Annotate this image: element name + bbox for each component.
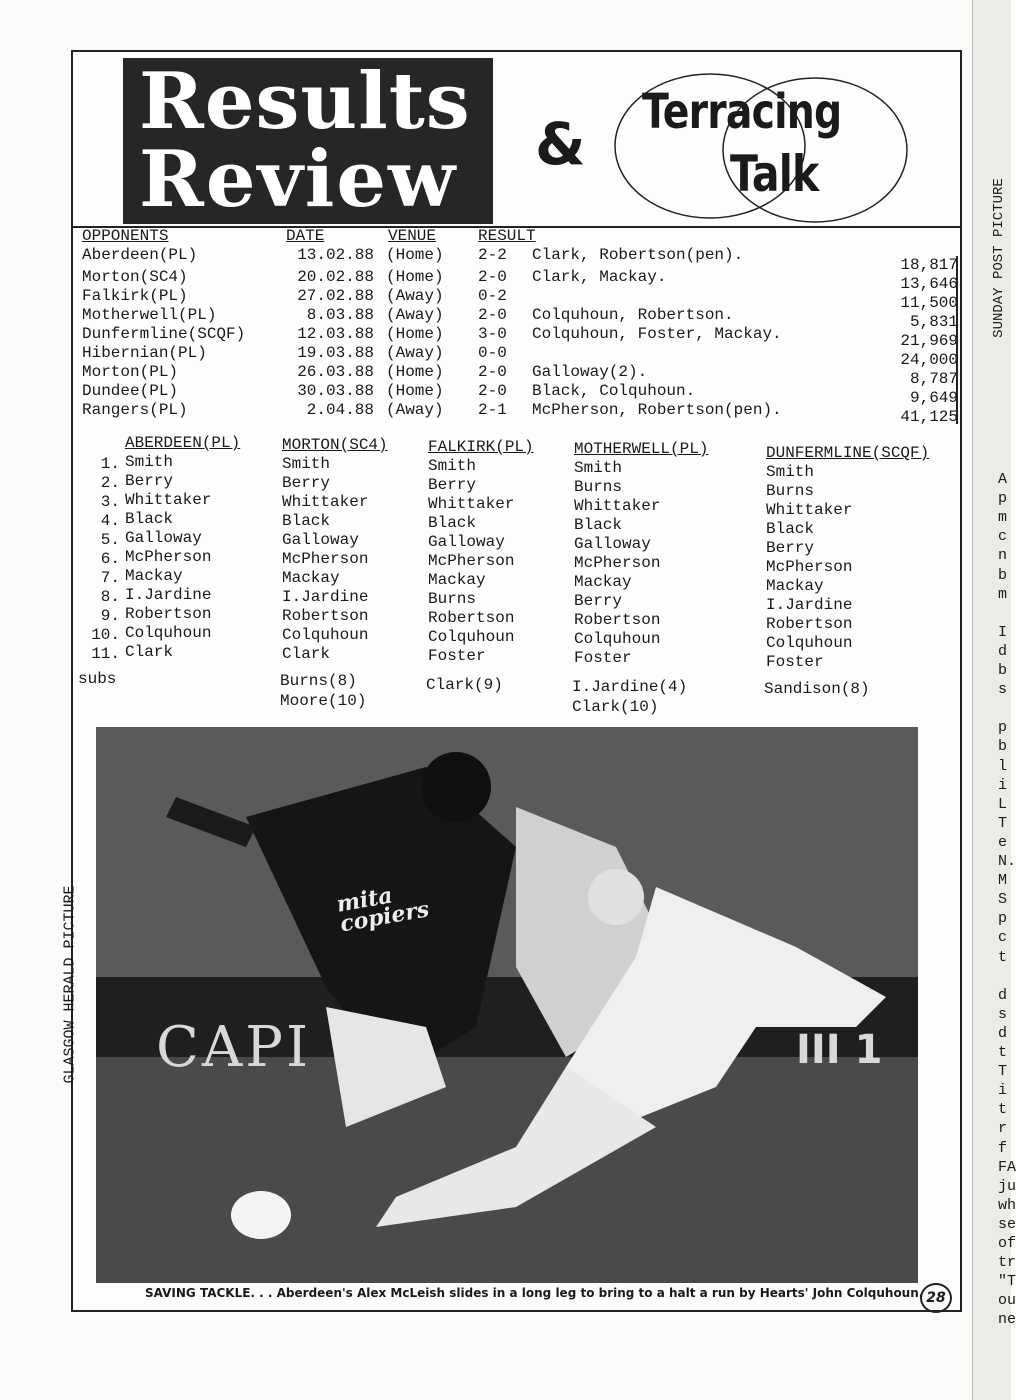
player-name: Whittaker — [574, 497, 661, 515]
next-page-fragment: b — [998, 566, 1008, 584]
talk-text: Talk — [730, 145, 819, 203]
next-page-fragment: e — [998, 833, 1008, 851]
shirt-number: 4. — [100, 512, 120, 530]
player-name: I.Jardine — [125, 586, 212, 604]
photo-stand-sign-2: III 1 — [796, 1027, 883, 1073]
substitutes — [426, 675, 503, 695]
header-date: DATE — [286, 227, 325, 245]
title-line-2: Review — [139, 134, 458, 225]
player-name: Galloway — [428, 533, 505, 551]
attendance: 5,831 — [909, 313, 958, 331]
lineup-column — [282, 436, 388, 664]
player-name: I.Jardine — [766, 596, 853, 614]
player-name: Burns — [428, 590, 477, 608]
player-name: McPherson — [282, 550, 369, 568]
venue: (Home) — [386, 246, 444, 264]
player-name: Black — [428, 514, 477, 532]
player-name: Whittaker — [428, 495, 515, 513]
title-line-1: Results — [139, 56, 471, 147]
next-page-fragment: T — [998, 814, 1008, 832]
player-name: Black — [125, 510, 174, 528]
page-number: 28 — [920, 1283, 952, 1313]
attendance: 24,000 — [900, 351, 958, 369]
photo-stand-sign: CAPI — [156, 1015, 312, 1080]
scorers: Clark, Mackay. — [532, 268, 667, 286]
ampersand: & — [535, 110, 586, 178]
player-name: Smith — [574, 459, 623, 477]
match-date: 13.02.88 — [297, 246, 374, 264]
player-name: Galloway — [574, 535, 651, 553]
next-page-fragment: i — [998, 776, 1008, 794]
venue: (Home) — [386, 382, 444, 400]
lineup-header: MORTON(SC4) — [282, 436, 388, 454]
next-page-fragment: t — [998, 948, 1008, 966]
score: 2-0 — [478, 268, 507, 286]
shirt-numbers — [80, 455, 120, 664]
player-name: Smith — [125, 453, 174, 471]
next-page-fragment: b — [998, 738, 1008, 756]
next-page-fragment: p — [998, 910, 1008, 928]
next-page-fragment: ou — [998, 1292, 1016, 1310]
substitute-name: I.Jardine(4) — [572, 678, 688, 696]
lineup-header: MOTHERWELL(PL) — [574, 440, 709, 458]
lineup-column — [428, 438, 534, 666]
next-page-fragment: s — [998, 1005, 1008, 1023]
venue: (Away) — [386, 287, 444, 305]
header-opponents: OPPONENTS — [82, 227, 169, 245]
substitutes — [280, 671, 366, 711]
attendance-border — [956, 256, 958, 424]
opponent: Aberdeen(PL) — [82, 246, 198, 264]
lineup-header: DUNFERMLINE(SCQF) — [766, 444, 930, 462]
scorers: Galloway(2). — [532, 363, 648, 381]
substitutes — [572, 677, 687, 717]
player-name: Galloway — [125, 529, 202, 547]
next-page-fragment: A — [998, 471, 1008, 488]
photo-scene — [96, 727, 918, 1283]
header-venue: VENUE — [388, 227, 437, 245]
next-page-fragment: l — [998, 757, 1008, 775]
player-name: Foster — [766, 653, 824, 671]
match-date: 19.03.88 — [297, 344, 374, 362]
scorers: Colquhoun, Robertson. — [532, 306, 734, 324]
next-page-fragment: of — [998, 1235, 1016, 1252]
lineup-column — [766, 444, 929, 672]
scorers: Clark, Robertson(pen). — [532, 246, 744, 264]
scorers: Colquhoun, Foster, Mackay. — [532, 325, 782, 343]
next-page-fragment: c — [998, 528, 1008, 546]
match-date: 20.02.88 — [297, 268, 374, 286]
player-name: Foster — [574, 649, 632, 667]
opponent: Dundee(PL) — [82, 382, 179, 400]
score: 0-0 — [478, 344, 507, 362]
opponent: Motherwell(PL) — [82, 306, 217, 324]
lineup-header: FALKIRK(PL) — [428, 438, 534, 456]
lineup-column — [574, 440, 708, 668]
player-name: Berry — [428, 476, 477, 494]
player-name: Colquhoun — [125, 624, 212, 642]
player-name: Mackay — [766, 577, 824, 595]
match-date: 30.03.88 — [297, 382, 374, 400]
score: 3-0 — [478, 325, 507, 343]
next-page-fragment: p — [998, 490, 1008, 508]
shirt-number: 11. — [91, 645, 120, 663]
score: 2-0 — [478, 363, 507, 381]
next-page-fragment: d — [998, 642, 1008, 660]
shirt-number: 9. — [100, 607, 120, 625]
attendance: 11,500 — [900, 294, 958, 312]
player-name: McPherson — [428, 552, 515, 570]
next-page-fragment: ju — [998, 1177, 1016, 1195]
player-name: McPherson — [766, 558, 853, 576]
venue: (Away) — [386, 401, 444, 419]
next-page-fragment: I — [998, 623, 1008, 641]
attendance: 21,969 — [900, 332, 958, 350]
player-name: Berry — [125, 472, 174, 490]
shirt-number: 1. — [100, 455, 120, 473]
next-page-fragment: wh — [998, 1196, 1016, 1214]
scorers: McPherson, Robertson(pen). — [532, 401, 782, 419]
lineup-header: ABERDEEN(PL) — [125, 434, 241, 452]
next-page-fragment: T — [998, 1063, 1008, 1081]
scorers: Black, Colquhoun. — [532, 382, 696, 400]
next-page-fragment: t — [998, 1044, 1008, 1061]
photo-credit-text: GLASGOW HERALD PICTURE — [61, 885, 79, 1084]
substitute-name: Clark(9) — [426, 676, 503, 694]
next-page-fragment: d — [998, 1024, 1008, 1042]
next-page-fragment: d — [998, 986, 1008, 1004]
header-result: RESULT — [478, 227, 536, 245]
substitutes — [764, 679, 870, 699]
substitute-name: Sandison(8) — [764, 680, 870, 698]
player-name: Smith — [428, 457, 477, 475]
next-page-fragment: t — [998, 1101, 1008, 1119]
player-name: Colquhoun — [766, 634, 853, 652]
player-name: Mackay — [428, 571, 486, 589]
score: 0-2 — [478, 287, 507, 305]
opponent: Rangers(PL) — [82, 401, 188, 419]
venue: (Home) — [386, 268, 444, 286]
match-date: 2.04.88 — [306, 401, 374, 419]
shirt-number: 5. — [100, 531, 120, 549]
opponent: Morton(PL) — [82, 363, 179, 381]
attendance: 9,649 — [909, 389, 958, 407]
match-date: 12.03.88 — [297, 325, 374, 343]
substitute-name: Moore(10) — [280, 692, 367, 710]
score: 2-1 — [478, 401, 507, 419]
substitute-name: Burns(8) — [280, 672, 357, 690]
venue: (Home) — [386, 363, 444, 381]
venue: (Away) — [386, 306, 444, 324]
results-review-title — [123, 58, 493, 224]
player-name: McPherson — [574, 554, 661, 572]
next-page-fragment: r — [998, 1120, 1008, 1138]
score: 2-2 — [478, 246, 507, 264]
next-page-fragment: n — [998, 547, 1008, 565]
next-page-fragment: N. — [998, 853, 1016, 870]
player-name: Smith — [766, 463, 815, 481]
next-page-fragment: ne — [998, 1311, 1016, 1329]
next-page-fragment: p — [998, 719, 1008, 737]
attendance: 13,646 — [900, 275, 958, 293]
opponent: Morton(SC4) — [82, 268, 188, 286]
opponent: Dunfermline(SCQF) — [82, 325, 246, 343]
next-page-fragment: FA — [998, 1158, 1016, 1176]
attendance: 41,125 — [900, 408, 958, 426]
player-name: Smith — [282, 455, 331, 473]
player-name: Mackay — [574, 573, 632, 591]
player-name: Galloway — [282, 531, 359, 549]
player-name: Whittaker — [125, 491, 212, 509]
glasgow-herald-credit — [60, 858, 86, 1118]
shirt-number: 6. — [100, 550, 120, 568]
player-name: McPherson — [125, 548, 212, 566]
player-name: Berry — [574, 592, 623, 610]
player-name: Robertson — [428, 609, 515, 627]
photo-caption: SAVING TACKLE. . . Aberdeen's Alex McLeish slides in a long leg to bring to a halt a run by Hearts' John Colquhoun. — [145, 1286, 924, 1300]
player-name: Robertson — [282, 607, 369, 625]
next-page-fragment: i — [998, 1082, 1008, 1100]
next-page-fragment: S — [998, 891, 1008, 909]
next-page-fragment: M — [998, 872, 1008, 890]
player-name: Colquhoun — [574, 630, 661, 648]
player-name: Black — [282, 512, 331, 530]
score: 2-0 — [478, 382, 507, 400]
shirt-number: 2. — [100, 474, 120, 492]
player-name: Robertson — [766, 615, 853, 633]
opponent: Hibernian(PL) — [82, 344, 207, 362]
shirt-sponsor: mita copiers — [334, 882, 432, 938]
player-name: Robertson — [574, 611, 661, 629]
shirt-number: 10. — [91, 626, 120, 644]
attendance: 18,817 — [900, 256, 958, 274]
player-name: Mackay — [282, 569, 340, 587]
opponent: Falkirk(PL) — [82, 287, 188, 305]
subs-label: subs — [78, 670, 117, 688]
player-name: Whittaker — [282, 493, 369, 511]
player-name: Berry — [766, 539, 815, 557]
attendance: 8,787 — [909, 370, 958, 388]
next-page-fragment: L — [998, 795, 1008, 813]
player-name: Colquhoun — [282, 626, 369, 644]
substitute-name: Clark(10) — [572, 698, 659, 716]
next-page-fragment: "T — [998, 1273, 1016, 1291]
next-page-fragment: f — [998, 1139, 1008, 1157]
shirt-number: 8. — [100, 588, 120, 606]
next-page-fragment: se — [998, 1215, 1016, 1233]
terracing-text: Terracing — [642, 84, 842, 140]
match-date: 27.02.88 — [297, 287, 374, 305]
lineup-column — [125, 434, 240, 662]
player-name: Burns — [574, 478, 623, 496]
venue: (Away) — [386, 344, 444, 362]
next-page-fragment: tr — [998, 1254, 1016, 1272]
attendance-row — [0, 408, 1010, 427]
player-name: I.Jardine — [282, 588, 369, 606]
player-name: Whittaker — [766, 501, 853, 519]
next-page-fragment: c — [998, 929, 1008, 947]
match-date: 26.03.88 — [297, 363, 374, 381]
next-page-fragment: m — [998, 585, 1008, 603]
player-name: Berry — [282, 474, 331, 492]
player-name: Clark — [282, 645, 331, 663]
venue: (Home) — [386, 325, 444, 343]
shirt-number: 7. — [100, 569, 120, 587]
player-name: Robertson — [125, 605, 212, 623]
player-name: Black — [574, 516, 623, 534]
player-name: Burns — [766, 482, 815, 500]
next-page-fragment: m — [998, 509, 1008, 527]
player-name: Foster — [428, 647, 486, 665]
player-name: Mackay — [125, 567, 183, 585]
player-name: Colquhoun — [428, 628, 515, 646]
player-name: Clark — [125, 643, 174, 661]
sunday-post-credit — [984, 150, 1014, 380]
match-date: 8.03.88 — [306, 306, 374, 324]
score: 2-0 — [478, 306, 507, 324]
match-photo — [96, 727, 918, 1283]
next-page-fragment: s — [998, 681, 1008, 699]
next-page-fragment: b — [998, 662, 1008, 679]
shirt-number: 3. — [100, 493, 120, 511]
player-name: Black — [766, 520, 815, 538]
next-page-credit-text: SUNDAY POST PICTURE — [991, 178, 1007, 338]
